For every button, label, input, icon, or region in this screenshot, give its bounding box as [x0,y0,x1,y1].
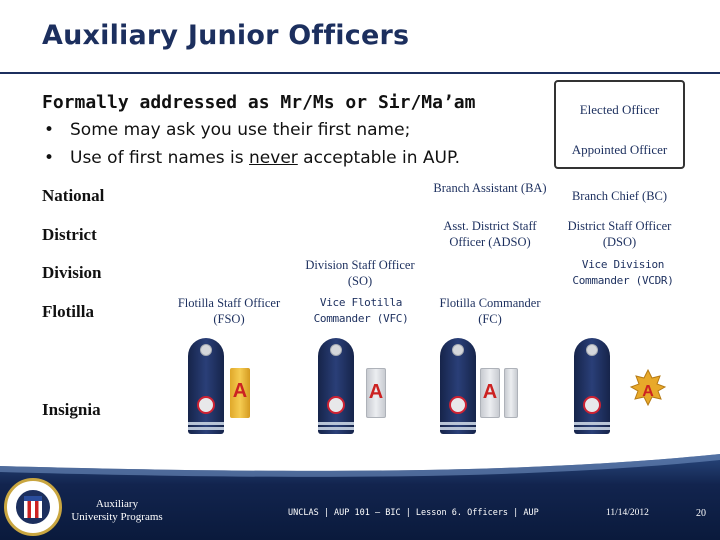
board-stripe [574,422,610,425]
bullet-text: Some may ask you use their first name; [70,120,411,140]
shoulder-board-vfc [318,338,354,434]
shoulder-board-fso [188,338,224,434]
board-stripe [574,427,610,430]
legend-elected: Elected Officer [579,102,660,117]
device-gold-a [230,368,250,418]
footer-program-line2: University Programs [71,511,163,523]
device-letter: A [232,380,248,402]
board-emblem [197,396,215,414]
footer-wave [0,448,720,488]
level-flotilla: Flotilla [42,302,94,321]
gold-oak-leaf-icon [628,368,668,408]
board-button [200,344,212,356]
board-button [452,344,464,356]
office-vcdr: Vice Division Commander (VCDR) [572,258,674,287]
board-button [586,344,598,356]
device-silver-a [366,368,386,418]
footer-program [62,498,172,524]
footer-date: 11/14/2012 [606,508,649,518]
office-fc: Flotilla Commander (FC) [439,296,541,326]
bullet-text-post: acceptable in AUP. [297,148,460,168]
level-district: District [42,225,97,244]
footer-classification: UNCLAS | AUP 101 – BIC | Lesson 6. Officers | AUP [288,508,539,518]
office-dso: District Staff Officer (DSO) [567,219,672,249]
subtitle: Formally addressed as Mr/Ms or Sir/Ma’am [42,92,476,113]
bullet-emphasis: never [249,148,298,168]
bullet-first-name [44,120,410,140]
board-emblem [449,396,467,414]
office-division-staff-officer: Division Staff Officer (SO) [305,258,415,288]
board-stripe [318,427,354,430]
office-vfc: Vice Flotilla Commander (VFC) [313,296,409,325]
shoulder-board-vcdr [574,338,610,434]
device-silver-bar-a [480,368,500,418]
bullet-never [44,148,460,168]
page-number: 20 [696,508,706,519]
legend-appointed: Appointed Officer [571,142,668,157]
slide-title: Auxiliary Junior Officers [42,20,410,51]
level-division: Division [42,263,102,282]
board-button [330,344,342,356]
device-letter: A [482,381,498,403]
bullet-text-pre: Use of first names is [70,148,250,168]
footer-program-line1: Auxiliary [95,498,139,510]
board-stripe [188,422,224,425]
level-insignia: Insignia [42,400,101,419]
office-fso: Flotilla Staff Officer (FSO) [177,296,281,326]
leaf-letter: A [642,383,654,400]
bullet-marker: • [44,148,55,168]
office-adso: Asst. District Staff Officer (ADSO) [443,219,537,249]
bullet-marker: • [44,120,55,140]
office-branch-chief: Branch Chief (BC) [571,189,668,203]
board-stripe [440,422,476,425]
level-national: National [42,186,105,205]
board-stripe [188,427,224,430]
board-stripe [440,427,476,430]
device-silver-bar [504,368,518,418]
board-emblem [583,396,601,414]
device-letter: A [368,381,384,403]
seal-shield-icon [24,496,42,518]
shoulder-board-fc [440,338,476,434]
office-branch-assistant: Branch Assistant (BA) [433,181,547,195]
board-emblem [327,396,345,414]
title-divider [0,72,720,74]
board-stripe [318,422,354,425]
